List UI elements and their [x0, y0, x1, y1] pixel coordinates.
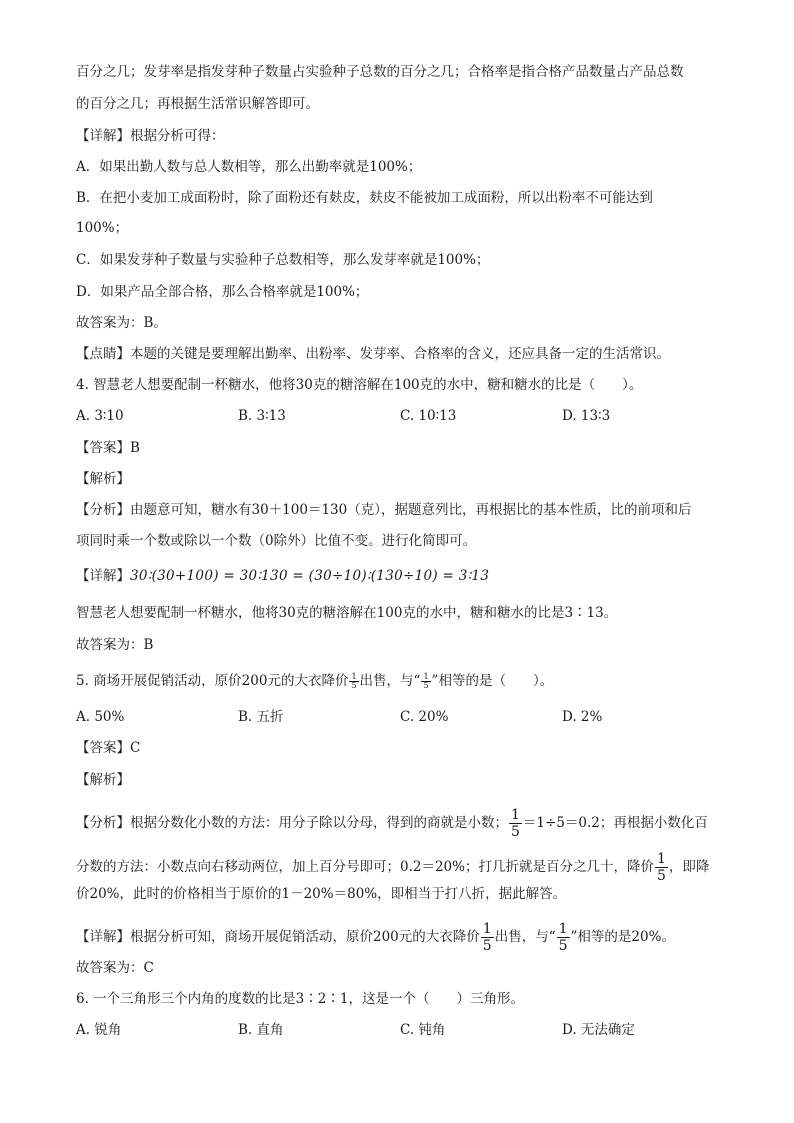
text-line: A．如果出勤人数与总人数相等，那么出勤率就是100%；: [76, 159, 422, 175]
answer-tag: 【答案】C: [76, 740, 141, 756]
q5-text: 5. 商场开展促销活动，原价200元的大衣降价: [76, 673, 349, 689]
q5-option-c: C. 20%: [400, 709, 449, 725]
text-line: D．如果产品全部合格，那么合格率就是100%；: [76, 284, 369, 300]
text-line: 的百分之几；再根据生活常识解答即可。: [76, 96, 319, 112]
fraction-denominator: 5: [656, 868, 666, 884]
fraction-numerator: 1: [482, 921, 492, 937]
text-line: B．在把小麦加工成面粉时，除了面粉还有麸皮，麸皮不能被加工成面粉，所以出粉率不可能达到: [76, 190, 653, 206]
fraction: [655, 851, 668, 884]
analysis-text: 分数的方法：小数点向右移动两位，加上百分号即可；0.2＝20%；打几折就是百分之几十，降价: [76, 859, 654, 875]
fraction: [349, 673, 358, 690]
analysis-text: 【分析】根据分数化小数的方法：用分子除以分母，得到的商就是小数；: [76, 815, 508, 831]
detail-text: 出售，与“: [494, 929, 556, 945]
q6-option-d: D. 无法确定: [562, 1022, 635, 1038]
analysis-line: 项同时乘一个数或除以一个数（0除外）比值不变。进行化简即可。: [76, 533, 477, 549]
q5-option-a: A. 50%: [76, 709, 125, 725]
comment-line: 【点睛】本题的关键是要理解出勤率、出粉率、发芽率、合格率的含义，还应具备一定的生活常识。: [76, 346, 670, 362]
analysis-tag: 【解析】: [76, 471, 130, 487]
detail-line: 智慧老人想要配制一杯糖水，他将30克的糖溶解在100克的水中，糖和糖水的比是3∶13。: [76, 605, 618, 621]
fraction-numerator: 1: [558, 921, 568, 937]
question-5: [76, 672, 734, 690]
answer-line: 故答案为：B: [76, 637, 154, 653]
q4-option-a: A. 3∶10: [76, 408, 124, 424]
detail-text: 【详解】根据分析可知，商场开展促销活动，原价200元的大衣降价: [76, 929, 480, 945]
fraction-denominator: 5: [482, 938, 492, 954]
ratio-formula: 30∶(30+100) = 30∶130 = (30÷10)∶(130÷10) = 3∶13: [130, 568, 490, 584]
answer-tag: 【答案】B: [76, 440, 140, 456]
question-6: 6. 一个三角形三个内角的度数的比是3∶2∶1，这是一个（ ）三角形。: [76, 991, 524, 1007]
fraction-numerator: 1: [351, 672, 357, 681]
q4-option-c: C. 10∶13: [400, 408, 457, 424]
analysis-tag: 【解析】: [76, 772, 130, 788]
analysis-text: ＝1÷5＝0.2；再根据小数化百: [522, 815, 708, 831]
q5-text: ”相等的是（ ）。: [431, 673, 554, 689]
detail-line: [76, 921, 734, 954]
fraction-numerator: 1: [423, 672, 429, 681]
analysis-line: [76, 807, 734, 840]
analysis-line: [76, 851, 734, 884]
fraction-denominator: 5: [351, 681, 357, 690]
q6-option-a: A. 锐角: [76, 1022, 122, 1038]
fraction-denominator: 5: [558, 938, 568, 954]
q6-option-b: B. 直角: [238, 1022, 284, 1038]
q6-option-c: C. 钝角: [400, 1022, 446, 1038]
q5-option-b: B. 五折: [238, 709, 284, 725]
fraction-denominator: 5: [511, 824, 520, 840]
q5-text: 出售，与“: [359, 673, 421, 689]
fraction-denominator: 5: [423, 681, 429, 690]
q4-option-d: D. 13∶3: [562, 408, 611, 424]
fraction-numerator: 1: [511, 807, 520, 823]
detail-heading: 【详解】根据分析可得：: [76, 128, 225, 144]
analysis-text: ，即降: [668, 859, 710, 875]
analysis-line: 【分析】由题意可知，糖水有30＋100＝130（克），据题意列比，再根据比的基本性质，比的前项和后: [76, 502, 692, 518]
text-line: C．如果发芽种子数量与实验种子总数相等，那么发芽率就是100%；: [76, 252, 490, 268]
answer-line: 故答案为：B。: [76, 315, 167, 331]
fraction: [509, 807, 522, 840]
detail-text: ”相等的是20%。: [570, 929, 675, 945]
answer-line: 故答案为：C: [76, 960, 154, 976]
fraction-numerator: 1: [656, 851, 666, 867]
fraction: [421, 673, 430, 690]
question-4: 4. 智慧老人想要配制一杯糖水，他将30克的糖溶解在100克的水中，糖和糖水的比是（ ）。: [76, 377, 643, 393]
q5-option-d: D. 2%: [562, 709, 603, 725]
fraction: [481, 921, 494, 954]
analysis-line: 价20%，此时的价格相当于原价的1－20%＝80%，即相当于打八折，据此解答。: [76, 886, 567, 902]
text-line: 百分之几；发芽率是指发芽种子数量占实验种子总数的百分之几；合格率是指合格产品数量占产品总数: [76, 64, 684, 80]
text-line: 100%；: [76, 220, 129, 236]
q4-option-b: B. 3∶13: [238, 408, 286, 424]
detail-label: 【详解】: [76, 568, 130, 584]
fraction: [557, 921, 570, 954]
detail-line: [76, 567, 734, 585]
